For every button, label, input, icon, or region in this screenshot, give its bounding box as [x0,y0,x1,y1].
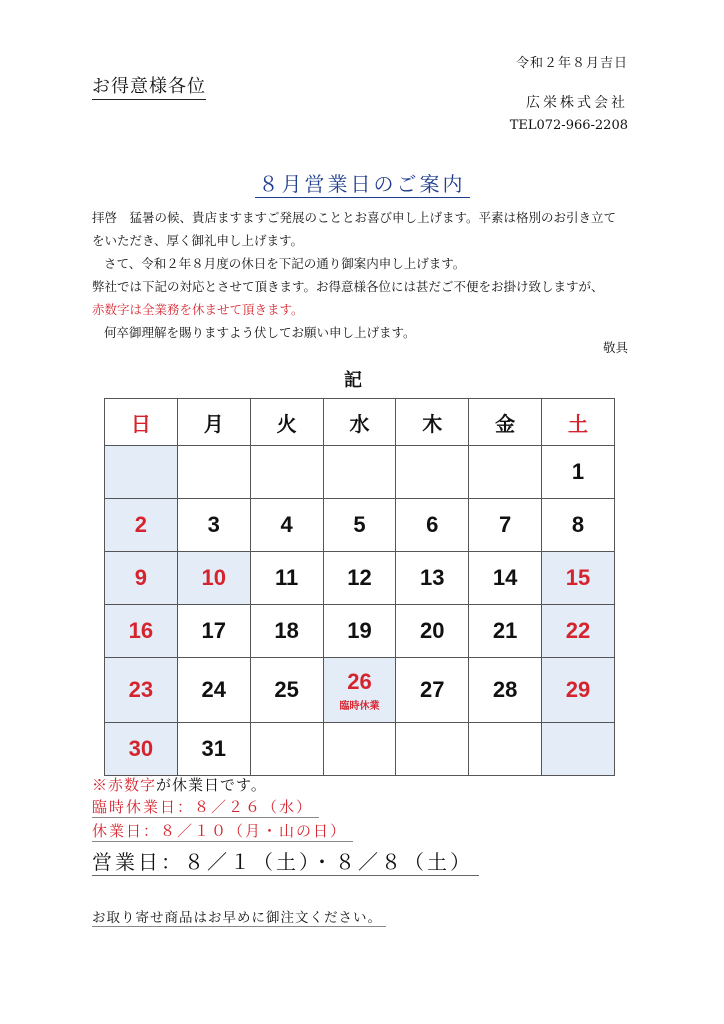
day-cell: 7 [469,499,542,552]
calendar-week-row [105,446,615,499]
weekday-sun: 日 [105,399,178,446]
red-note-rest: が休業日です。 [156,776,267,794]
letter-body [92,206,636,344]
day-cell: 3 [177,499,250,552]
weekday-mon: 月 [177,399,250,446]
day-cell: 28 [469,658,542,723]
day-cell: 1 [542,446,615,499]
day-cell: 10 [177,552,250,605]
day-cell: 30 [105,723,178,776]
document-date: 令和２年８月吉日 [515,56,628,71]
day-cell: 4 [250,499,323,552]
day-cell: 19 [323,605,396,658]
day-cell: 24 [177,658,250,723]
day-cell: 13 [396,552,469,605]
calendar-week-row [105,658,615,723]
day-cell [250,446,323,499]
closing-keigu: 敬具 [602,340,628,355]
calendar-week-row [105,499,615,552]
red-number-note [92,774,267,795]
calendar-week-row [105,723,615,776]
weekday-sat: 土 [542,399,615,446]
weekday-header-row [105,399,615,446]
body-line-5-red: 赤数字は全業務を休ませて頂きます。 [92,302,304,317]
recipient: お得意様各位 [92,72,206,100]
document-title: ８月営業日のご案内 [255,172,470,198]
red-note-highlight: ※赤数字 [92,776,157,794]
day-cell: 22 [542,605,615,658]
day-cell: 2 [105,499,178,552]
day-cell: 27 [396,658,469,723]
temp-holiday-cell [324,669,396,712]
day-cell: 14 [469,552,542,605]
day-cell [323,446,396,499]
temp-holiday-line: 臨時休業日：８／２６（水） [92,796,319,818]
weekday-wed: 水 [323,399,396,446]
holiday-line: 休業日：８／１０（月・山の日） [92,820,353,842]
ki-heading: 記 [344,370,362,391]
day-cell: 6 [396,499,469,552]
day-cell [396,723,469,776]
calendar-table [104,398,615,776]
weekday-fri: 金 [469,399,542,446]
day-cell: 11 [250,552,323,605]
day-number: 26 [347,668,372,694]
day-cell: 17 [177,605,250,658]
day-cell [469,723,542,776]
day-cell: 25 [250,658,323,723]
temp-holiday-label: 臨時休業 [339,700,380,712]
day-cell: 15 [542,552,615,605]
day-cell: 8 [542,499,615,552]
day-cell: 18 [250,605,323,658]
day-cell: 29 [542,658,615,723]
order-note: お取り寄せ商品はお早めに御注文ください。 [92,906,386,927]
weekday-thu: 木 [396,399,469,446]
body-line-6: 何卒御理解を賜りますよう伏してお願い申し上げます。 [104,325,416,340]
day-cell: 31 [177,723,250,776]
document-title-wrap [0,168,724,197]
day-cell [469,446,542,499]
day-cell [542,723,615,776]
day-cell [323,723,396,776]
business-days-line: 営業日：８／１（土）・８／８（土） [92,846,479,876]
day-cell-temp-holiday [323,658,396,723]
day-cell [396,446,469,499]
day-cell: 5 [323,499,396,552]
day-cell: 16 [105,605,178,658]
day-cell [105,446,178,499]
company-tel: TEL072-966-2208 [509,118,628,133]
calendar-week-row [105,552,615,605]
body-line-4: 弊社では下記の対応とさせて頂きます。お得意様各位には甚だご不便をお掛け致しますが、 [92,279,604,294]
company-name: 広栄株式会社 [526,95,628,111]
day-cell: 12 [323,552,396,605]
day-cell: 21 [469,605,542,658]
day-cell: 20 [396,605,469,658]
weekday-tue: 火 [250,399,323,446]
day-cell [250,723,323,776]
day-cell [177,446,250,499]
day-cell: 23 [105,658,178,723]
body-line-3: さて、令和２年８月度の休日を下記の通り御案内申し上げます。 [104,256,466,271]
calendar-week-row [105,605,615,658]
body-line-2: をいただき、厚く御礼申し上げます。 [92,233,304,248]
body-line-1: 拝啓 猛暑の候、貴店ますますご発展のこととお喜び申し上げます。平素は格別のお引き立て [92,210,617,225]
day-cell: 9 [105,552,178,605]
